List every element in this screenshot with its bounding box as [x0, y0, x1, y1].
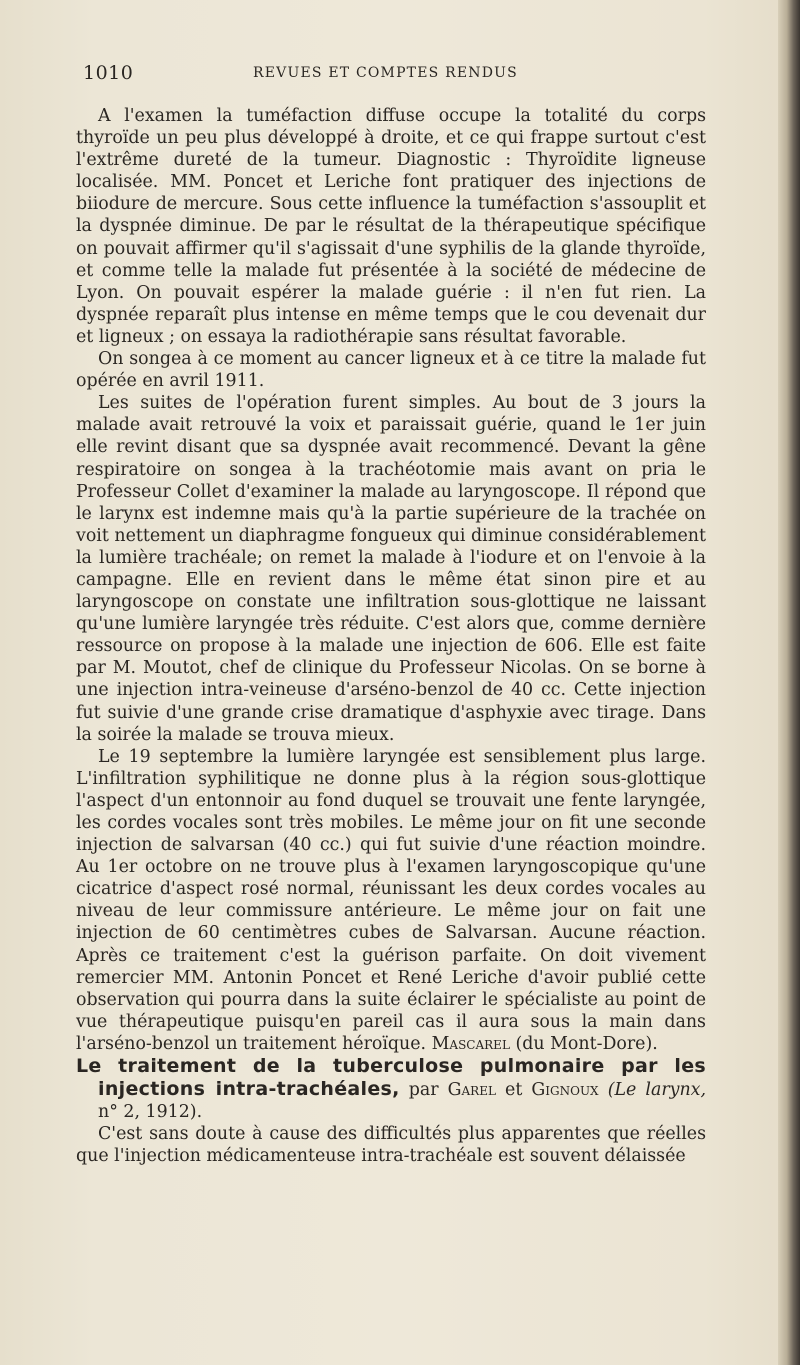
- section-heading: [76, 1055, 706, 1123]
- page-header: [83, 62, 705, 90]
- paragraph-4: [76, 746, 706, 1055]
- section-author-2: Gignoux: [531, 1080, 599, 1101]
- section-title: Le traitement de la tuberculose pulmonaire par les injections intra-trachéales,: [76, 1055, 706, 1101]
- paragraph-3: Les suites de l'opération furent simples. Au bout de 3 jours la malade avait retrouvé la voix et paraissait guérie, quand le 1er juin elle revint disant que sa dyspnée avait recommencé. Devant la gêne respiratoire on songea à la trachéotomie mais avant on pria le Professeur Collet d'examiner la malade au laryngoscope. Il répond que le larynx est indemne mais qu'à la partie supérieure de la trachée on voit nettement un diaphragme fongueux qui diminue considérablement la lumière trachéale; on remet la malade à l'iodure et on l'envoie à la campagne. Elle en revient dans le même état sinon pire et au laryngoscope on constate une infiltration sous-glottique ne laissant qu'une lumière laryngée très réduite. C'est alors que, comme dernière ressource on propose à la malade une injection de 606. Elle est faite par M. Moutot, chef de clinique du Professeur Nicolas. On se borne à une injection intra-veineuse d'arséno-benzol de 40 cc. Cette injection fut suivie d'une grande crise dramatique d'asphyxie avec tirage. Dans la soirée la malade se trouva mieux.: [76, 393, 706, 745]
- page-binding-edge: [778, 0, 800, 1365]
- paragraph-5: C'est sans doute à cause des difficultés plus apparentes que réelles que l'injection médicamenteuse intra-trachéale est souvent délaissée: [76, 1124, 706, 1167]
- section-issue: n° 2, 1912).: [98, 1102, 203, 1123]
- reviewer-place: (du Mont-Dore).: [515, 1033, 658, 1054]
- section-author-1: Garel: [447, 1080, 496, 1101]
- section-by: par: [408, 1080, 439, 1101]
- paragraph-1: A l'examen la tuméfaction diffuse occupe la totalité du corps thyroïde un peu plus développé à droite, et ce qui frappe surtout c'est l'extrême dureté de la tumeur. Diagnostic : Thyroïdite ligneuse localisée. MM. Poncet et Leriche font pratiquer des injections de biiodure de mercure. Sous cette influence la tuméfaction s'assouplit et la dyspnée diminue. De par le résultat de la thérapeutique spécifique on pouvait affirmer qu'il s'agissait d'une syphilis de la glande thyroïde, et comme telle la malade fut présentée à la société de médecine de Lyon. On pouvait espérer la malade guérie : il n'en fut rien. La dyspnée reparaît plus intense en même temps que le cou devenait dur et ligneux ; on essaya la radiothérapie sans résultat favorable.: [76, 106, 706, 347]
- page-number: 1010: [83, 62, 134, 84]
- article-body: [76, 105, 706, 1168]
- reviewer-name: Mascarel: [431, 1033, 510, 1054]
- section-and: et: [505, 1080, 523, 1101]
- section-journal: (Le larynx,: [607, 1080, 706, 1101]
- paragraph-4-text: Le 19 septembre la lumière laryngée est sensiblement plus large. L'infiltration syphilitique ne donne plus à la région sous-glottique l'aspect d'un entonnoir au fond duquel se trouvait une fente laryngée, les cordes vocales sont très mobiles. Le même jour on fit une seconde injection de salvarsan (40 cc.) qui fut suivie d'une réaction moindre. Au 1er octobre on ne trouve plus à l'examen laryngoscopique qu'une cicatrice d'aspect rosé normal, réunissant les deux cordes vocales au niveau de leur commissure antérieure. Le même jour on fait une injection de 60 centimètres cubes de Salvarsan. Aucune réaction. Après ce traitement c'est la guérison parfaite. On doit vivement remercier MM. Antonin Poncet et René Leriche d'avoir publié cette observation qui pourra dans la suite éclairer le spécialiste au point de vue thérapeutique puisqu'en pareil cas il aura sous la main dans l'arséno-benzol un traitement héroïque.: [76, 746, 706, 1054]
- running-head: REVUES ET COMPTES RENDUS: [253, 65, 518, 81]
- paragraph-2: On songea à ce moment au cancer ligneux et à ce titre la malade fut opérée en avril 1911.: [76, 349, 706, 392]
